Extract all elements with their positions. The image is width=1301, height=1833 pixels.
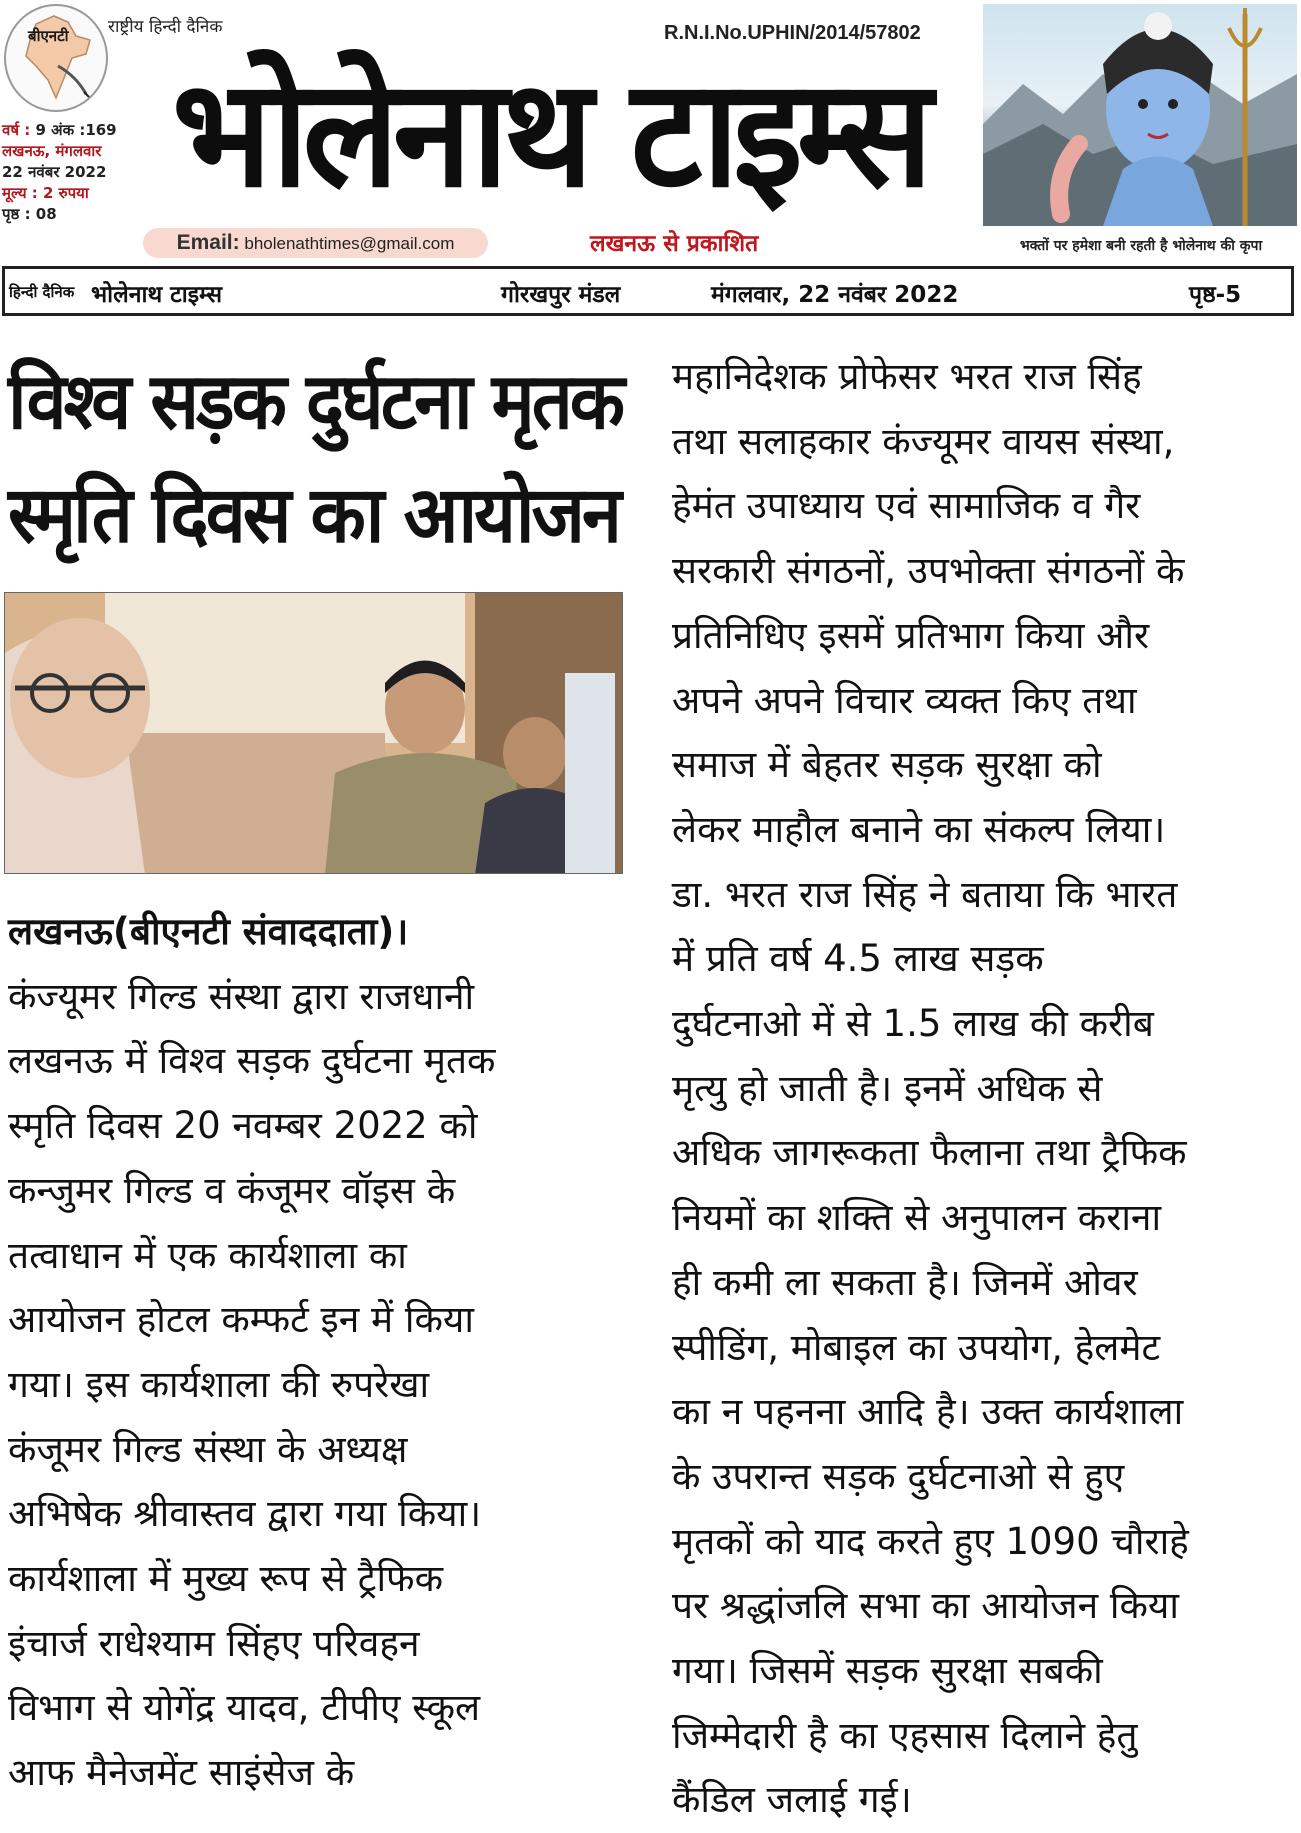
article-text-line: अभिषेक श्रीवास्तव द्वारा गया किया। [8, 1492, 482, 1536]
newspaper-title: भोलेनाथ टाइम्स [172, 47, 927, 221]
emblem-label: बीएनटी [28, 27, 69, 45]
article-text-line: महानिदेशक प्रोफेसर भरत राज सिंह [672, 355, 1142, 398]
meta-line: लखनऊ, मंगलवार [2, 142, 102, 160]
india-map-emblem-icon [4, 4, 108, 112]
article-text-line: कार्यशाला में मुख्य रूप से ट्रैफिक [8, 1557, 443, 1601]
article-text-line: पर श्रद्धांजलि सभा का आयोजन किया [672, 1584, 1179, 1628]
issue-meta [2, 120, 162, 225]
article-text-line: कंज्यूमर गिल्ड संस्था द्वारा राजधानी [8, 974, 475, 1018]
rni-number: R.N.I.No.UPHIN/2014/57802 [664, 22, 921, 44]
meta-line: 22 नवंबर 2022 [2, 163, 107, 181]
article-column-left [8, 900, 648, 1806]
article-text-line: स्मृति दिवस 20 नवम्बर 2022 को [8, 1104, 478, 1148]
article-text-line: डा. भरत राज सिंह ने बताया कि भारत [672, 872, 1178, 916]
article-text-line: समाज में बेहतर सड़क सुरक्षा को [672, 743, 1102, 787]
article-text-line: आफ मैनेजमेंट साइंसेज के [8, 1751, 355, 1795]
deity-image-caption: भक्तों पर हमेशा बनी रहती है भोलेनाथ की कृपा [1019, 238, 1263, 254]
page-info-bar [2, 266, 1294, 316]
headline-line: विश्व सड़क दुर्घटना मृतक [8, 355, 623, 447]
article-text-line: प्रतिनिधिए इसमें प्रतिभाग किया और [672, 613, 1150, 657]
meta-line: मूल्य : 2 रुपया [2, 184, 89, 202]
article-text-line: विभाग से योगेंद्र यादव, टीपीए स्कूल [8, 1686, 481, 1730]
meta-line: वर्ष : 9 अंक :169 [2, 121, 117, 139]
article-text-line: मृत्यु हो जाती है। इनमें अधिक से [672, 1066, 1103, 1110]
article-text-line: दुर्घटनाओ में से 1.5 लाख की करीब [672, 1002, 1154, 1046]
meta-line: पृष्ठ : 08 [2, 205, 57, 223]
article-byline: लखनऊ(बीएनटी संवाददाता)। [8, 910, 409, 953]
article-text-line: सरकारी संगठनों, उपभोक्ता संगठनों के [672, 549, 1185, 593]
article-text-line: इंचार्ज राधेश्याम सिंहए परिवहन [8, 1621, 420, 1665]
article-text-line: गया। इस कार्यशाला की रुपरेखा [8, 1362, 430, 1406]
article-text-line: में प्रति वर्ष 4.5 लाख सड़क [672, 937, 1044, 981]
article-text-line: लेकर माहौल बनाने का संकल्प लिया। [672, 807, 1166, 851]
article-text-line: हेमंत उपाध्याय एवं सामाजिक व गैर [672, 484, 1141, 528]
article-text-line: कंजूमर गिल्ड संस्था के अध्यक्ष [8, 1427, 408, 1471]
article-text-line: का न पहनना आदि है। उक्त कार्यशाला [672, 1390, 1184, 1434]
paper-name: भोलेनाथ टाइम्स [91, 282, 223, 308]
article-column-right [672, 345, 1297, 1833]
article-text-line: के उपरान्त सड़क दुर्घटनाओ से हुए [672, 1454, 1125, 1498]
article-text-line: स्पीडिंग, मोबाइल का उपयोग, हेलमेट [672, 1325, 1161, 1369]
division-name: गोरखपुर मंडल [501, 282, 621, 308]
page-number: पृष्ठ-5 [1189, 282, 1242, 308]
published-from: लखनऊ से प्रकाशित [590, 231, 759, 257]
article-text-line: अधिक जागरूकता फैलाना तथा ट्रैफिक [672, 1131, 1187, 1175]
headline-line: स्मृति दिवस का आयोजन [8, 469, 619, 560]
issue-date: मंगलवार, 22 नवंबर 2022 [711, 282, 959, 308]
article-text-line: जिम्मेदारी है का एहसास दिलाने हेतु [672, 1713, 1138, 1757]
event-photo [4, 592, 623, 874]
email-badge [143, 228, 488, 258]
article-text-line: तथा सलाहकार कंज्यूमर वायस संस्था, [672, 419, 1175, 463]
article-text-line: तत्वाधान में एक कार्यशाला का [8, 1233, 407, 1277]
tagline-top: राष्ट्रीय हिन्दी दैनिक [108, 17, 223, 37]
article-text-line: आयोजन होटल कम्फर्ट इन में किया [8, 1298, 474, 1342]
article-text-line: गया। जिसमें सड़क सुरक्षा सबकी [672, 1649, 1103, 1693]
paper-type: हिन्दी दैनिक [9, 283, 75, 301]
article-headline [8, 345, 648, 572]
article-text-line: नियमों का शक्ति से अनुपालन कराना [672, 1196, 1162, 1240]
article-text-line: कैंडिल जलाई गई। [672, 1778, 912, 1822]
masthead [0, 0, 1301, 262]
article-text-line: अपने अपने विचार व्यक्त किए तथा [672, 678, 1137, 722]
article-text-line: मृतकों को याद करते हुए 1090 चौराहे [672, 1519, 1189, 1563]
email-address: bholenathtimes@gmail.com [244, 234, 455, 253]
article-text-line: कन्जुमर गिल्ड व कंजूमर वॉइस के [8, 1168, 456, 1212]
deity-image [983, 4, 1297, 226]
article-text-line: ही कमी ला सकता है। जिनमें ओवर [672, 1260, 1138, 1304]
article-text-line: लखनऊ में विश्व सड़क दुर्घटना मृतक [8, 1039, 496, 1083]
email-label: Email: [176, 231, 240, 254]
